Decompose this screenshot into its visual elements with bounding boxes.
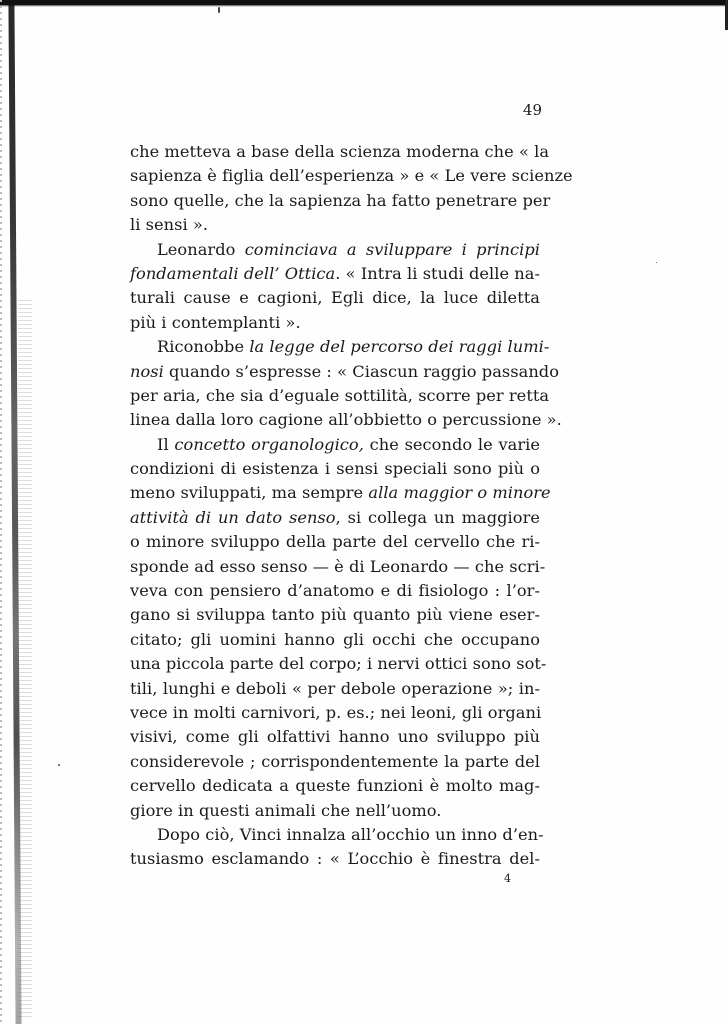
text-segment: gano si sviluppa tanto più quanto più viene eser- <box>130 605 540 625</box>
text-segment: . « Intra li studi delle na- <box>335 263 540 283</box>
text-segment: li sensi ». <box>130 215 209 235</box>
text-line <box>130 628 540 652</box>
text-segment: cervello dedicata a queste funzioni è molto mag- <box>130 776 540 796</box>
text-line <box>130 823 544 847</box>
text-segment: quando s’espresse : « Ciascun raggio passando <box>163 361 560 381</box>
text-line <box>130 286 540 310</box>
text-segment: Leonardo <box>157 239 245 259</box>
text-line <box>130 652 547 676</box>
text-line <box>130 481 551 505</box>
text-line <box>130 262 540 286</box>
text-segment: o minore sviluppo della parte del cervello che ri- <box>130 532 540 552</box>
italic-text: attività di un dato senso <box>130 507 336 527</box>
text-segment: tili, lunghi e deboli « per debole operazione »; in- <box>130 678 540 698</box>
text-segment: turali cause e cagioni, Egli dice, la luce diletta <box>130 288 540 308</box>
text-line <box>130 750 540 774</box>
text-segment: per aria, che sia d’eguale sottilità, scorre per retta <box>130 385 550 405</box>
text-line <box>130 140 550 164</box>
text-segment: sapienza è figlia dell’esperienza » e « Le vere scienze <box>130 166 573 186</box>
text-segment: sponde ad esso senso — è di Leonardo — che scri- <box>130 556 546 576</box>
text-segment: giore in questi animali che nell’uomo. <box>130 800 442 820</box>
text-line <box>130 847 540 871</box>
text-segment: citato; gli uomini hanno gli occhi che occupano <box>130 629 540 649</box>
stray-ink-mark <box>656 262 657 263</box>
body-text <box>130 140 573 872</box>
italic-text: concetto organologico, <box>174 434 364 454</box>
text-segment: vece in molti carnivori, p. es.; nei leoni, gli organi <box>130 702 542 722</box>
text-segment: meno sviluppati, ma sempre <box>130 483 369 503</box>
italic-text: cominciava a sviluppare i principi <box>244 239 540 259</box>
text-segment: più i contemplanti ». <box>130 312 301 332</box>
text-segment: sono quelle, che la sapienza ha fatto penetrare per <box>130 190 551 210</box>
italic-text: nosi <box>130 361 164 381</box>
text-segment: che metteva a base della scienza moderna che « la <box>130 142 550 161</box>
text-line <box>130 530 540 554</box>
text-segment: una piccola parte del corpo; i nervi ottici sono sot- <box>130 654 547 674</box>
text-line <box>130 433 540 457</box>
italic-text: fondamentali dell’ Ottica <box>130 263 336 283</box>
text-segment: , si collega un maggiore <box>335 507 540 527</box>
text-line <box>130 164 573 188</box>
text-line <box>130 774 540 798</box>
text-line <box>130 701 540 725</box>
text-line <box>130 603 540 627</box>
text-segment: Il <box>157 434 175 454</box>
text-segment: condizioni di esistenza i sensi speciali sono più o <box>130 459 540 479</box>
text-line <box>130 555 546 579</box>
stray-ink-mark <box>218 7 220 13</box>
text-segment: Dopo ciò, Vinci innalza all’occhio un inno d’en- <box>157 824 544 844</box>
text-line <box>130 579 540 603</box>
text-line <box>130 677 540 701</box>
text-line <box>130 213 540 237</box>
italic-text: la legge del percorso dei raggi lumi- <box>249 337 550 357</box>
text-line <box>130 384 550 408</box>
text-segment: Riconobbe <box>157 337 250 357</box>
italic-text: alla maggior o minore <box>368 483 551 503</box>
scan-left-margin-dots <box>0 0 2 1024</box>
text-line <box>130 457 540 481</box>
stray-ink-mark <box>58 764 60 766</box>
text-segment: linea dalla loro cagione all’obbietto o percussione ». <box>130 410 562 430</box>
text-segment: che secondo le varie <box>363 434 540 454</box>
text-line <box>130 408 562 432</box>
text-segment: tusiasmo esclamando : « L’occhio è finestra del- <box>130 849 540 869</box>
text-line <box>130 799 540 823</box>
scan-top-edge-fade <box>0 5 728 7</box>
text-line <box>130 335 550 359</box>
text-line <box>130 725 540 749</box>
text-line <box>130 506 540 530</box>
page-number: 49 <box>522 101 542 119</box>
signature-mark: 4 <box>504 872 511 885</box>
text-line <box>130 311 540 335</box>
text-segment: veva con pensiero d’anatomo e di fisiologo : l’or- <box>130 581 540 601</box>
text-line <box>130 238 540 262</box>
text-segment: visivi, come gli olfattivi hanno uno sviluppo più <box>130 727 540 747</box>
binding-speckle <box>18 300 32 1020</box>
text-line <box>130 360 560 384</box>
text-segment: considerevole ; corrispondentemente la parte del <box>130 751 540 771</box>
text-line <box>130 189 551 213</box>
